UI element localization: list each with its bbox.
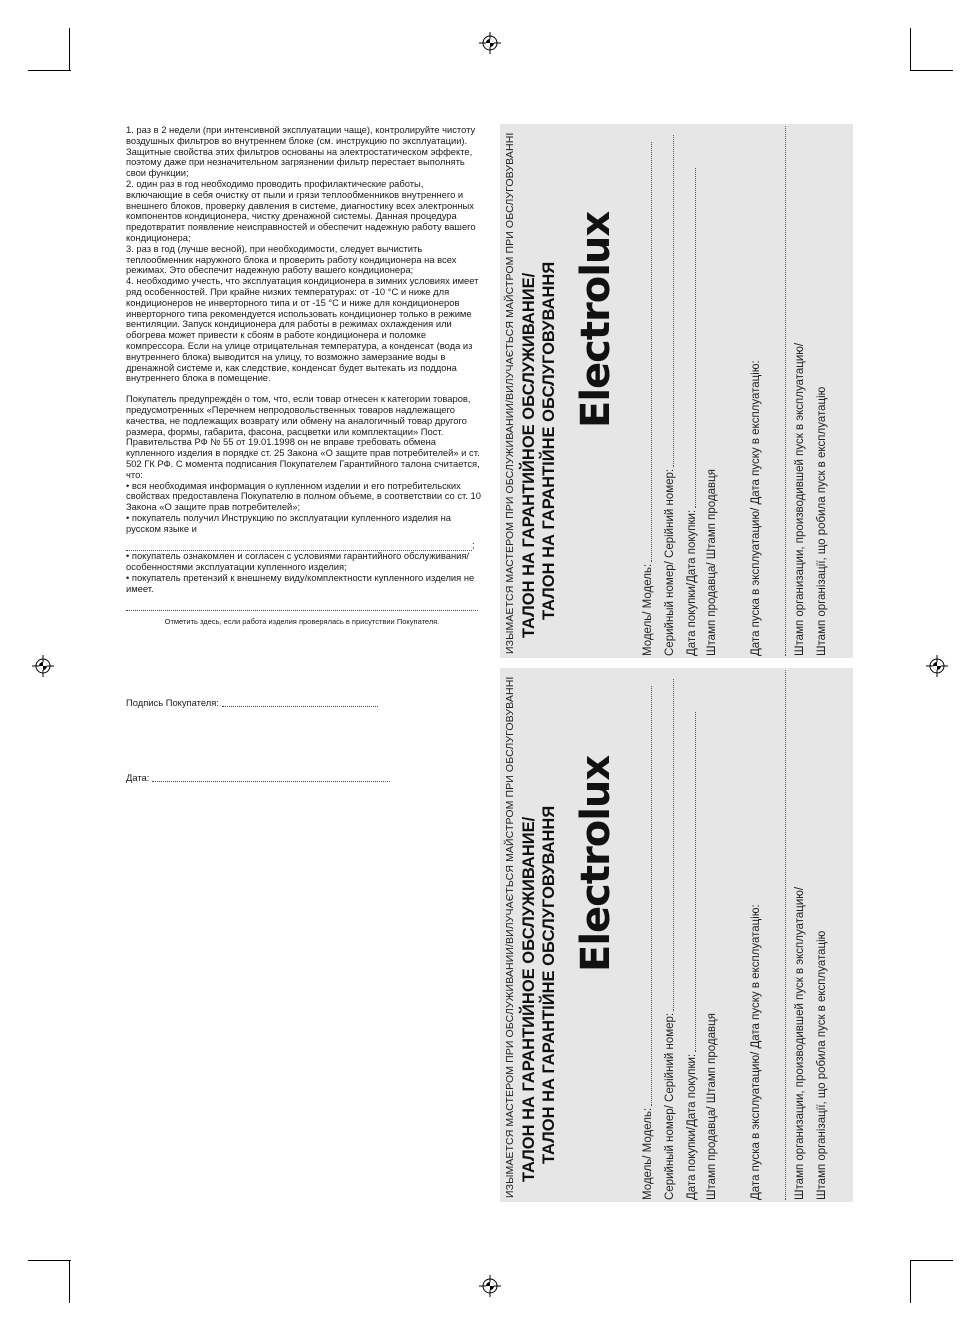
signature-field[interactable]: [222, 706, 378, 707]
signature-label: Подпись Покупателя:: [126, 697, 219, 709]
launch-date-label: Дата пуска в эксплуатацию/ Дата пуску в експлуатацію:: [750, 360, 762, 656]
serial-row: [664, 679, 676, 1200]
crop-mark: [69, 28, 70, 71]
registration-mark-icon: [479, 32, 501, 54]
crop-mark: [910, 28, 911, 71]
check-blank-line: [126, 602, 478, 611]
purchase-date-label: Дата покупки/Дата покупки:: [686, 1053, 698, 1200]
seller-stamp-row: [706, 1013, 718, 1200]
serial-label: Серийный номер/ Серійний номер:: [664, 1012, 676, 1200]
consumer-bullet-3: • покупатель ознакомлен и согласен с условиями гарантийного обслуживания/особенностями эксплуатации купленного изделия;: [126, 550, 470, 573]
seller-stamp-label: Штамп продавца/ Штамп продавця: [706, 1013, 718, 1200]
crop-mark: [910, 1260, 911, 1303]
warranty-coupon: [500, 124, 853, 658]
serial-row: [664, 135, 676, 656]
registration-mark-icon: [32, 655, 54, 677]
org-stamp-row: [794, 343, 806, 656]
signature-row: [126, 698, 482, 709]
coupon-title-ru: ТАЛОН НА ГАРАНТИЙНОЕ ОБСЛУЖИВАНИЕ/: [520, 816, 538, 1182]
maintenance-item-3: 3. раз в год (лучше весной), при необходимости, следует вычистить теплообменник наружного блока и проверить работу кондиционера на всех режимах. Это обеспечит надежную работу вашего кондиционера;: [126, 242, 457, 276]
consumer-bullet-4: • покупатель претензий к внешнему виду/комплектности купленного изделия не имеет.: [126, 571, 475, 594]
purchase-date-row: [686, 712, 698, 1200]
org-stamp-row-ua: [816, 387, 828, 656]
electrolux-logo: [570, 755, 622, 982]
org-stamp-row-ua: [816, 931, 828, 1200]
launch-date-line: [785, 670, 786, 1200]
maintenance-item-4: 4. необходимо учесть, что эксплуатация кондиционера в зимних условиях имеет ряд особенностей. При крайне низких температурах: от -10 °С и ниже для кондиционеров не инверторного типа и от -15 °С и ниже для кондиционеров инверторного типа рекомендуется использовать кондиционер только в режиме вентиляции. Запуск кондиционера для работы в режимах охлаждения или обогрева может привести к сбоям в работе кондиционера и поломке компрессора. Если на улице отрицательная температура, а конденсат (вода из внутреннего блока) выводится на улицу, то возможно замерзание воды в дренажной системе и, как следствие, конденсат будет вытекать из поддона внутреннего блока в помещение.: [126, 275, 479, 384]
serial-label: Серийный номер/ Серійний номер:: [664, 468, 676, 656]
serial-field[interactable]: [672, 135, 674, 467]
model-field[interactable]: [650, 686, 652, 1106]
consumer-paragraph: Покупатель предупреждён о том, что, если товар отнесен к категории товаров, предусмотренных «Перечнем непродовольственных товаров надлежащего качества, не подлежащих возврату или обмену на аналогичный товар другого размера, формы, габарита, фасона, расцветки или комплектации» Пост. Правительства РФ № 55 от 19.01.1998 он не вправе требовать обмена купленного изделия в порядке ст. 25 Закона «О защите прав потребителей» и ст. 502 ГК РФ. С момента подписания Покупателем Гарантийного талона считается, что:: [126, 393, 480, 480]
crop-mark: [28, 70, 71, 71]
warranty-coupon: [500, 668, 853, 1202]
org-stamp-label-ru: Штамп организации, производившей пуск в эксплуатацию/: [794, 886, 806, 1200]
date-row: [126, 773, 482, 784]
consumer-bullet-1: • вся необходимая информация о купленном изделии и его потребительских свойствах предоставлена Покупателю в полном объеме, в соответствии со ст. 10 Закона «О защите прав потребителей»;: [126, 479, 481, 513]
coupon-title-ua: ТАЛОН НА ГАРАНТІЙНЕ ОБСЛУГОВУВАННЯ: [540, 261, 558, 620]
seller-stamp-row: [706, 469, 718, 656]
org-stamp-label-ua: Штамп організації, що робила пуск в експлуатацію: [816, 930, 828, 1200]
crop-mark: [910, 1260, 953, 1261]
purchase-date-field[interactable]: [694, 168, 696, 508]
electrolux-logo: [570, 211, 622, 438]
crop-mark: [910, 70, 953, 71]
maintenance-item-2: 2. один раз в год необходимо проводить профилактические работы, включающие в себя очистку от пыли и грязи теплообменников внутреннего и внешнего блоков, проверку давления в системе, диагностику всех электронных компонентов кондиционера, чистку дренажной системы. Данная процедура предотвратит появление неисправностей и обеспечит надежную работу вашего кондиционера;: [126, 177, 476, 243]
semicolon: ;: [472, 539, 475, 551]
model-row: [642, 142, 654, 656]
terms-column: [126, 125, 482, 784]
org-stamp-label-ru: Штамп организации, производившей пуск в эксплуатацию/: [794, 342, 806, 656]
crop-mark: [28, 1260, 71, 1261]
purchase-date-row: [686, 168, 698, 656]
launch-date-row: [750, 360, 762, 656]
crop-mark: [69, 1260, 70, 1303]
model-field[interactable]: [650, 142, 652, 562]
consumer-bullet-2: • покупатель получил Инструкцию по эксплуатации купленного изделия на русском языке и: [126, 511, 451, 534]
org-stamp-row: [794, 887, 806, 1200]
maintenance-item-1: 1. раз в 2 недели (при интенсивной эксплуатации чаще), контролируйте чистоту воздушных фильтров во внутреннем блоке (см. инструкцию по эксплуатации).: [126, 124, 476, 146]
launch-date-line: [785, 126, 786, 656]
model-label: Модель/ Модель:: [642, 1107, 654, 1200]
serial-field[interactable]: [672, 679, 674, 1011]
launch-date-label: Дата пуска в эксплуатацию/ Дата пуску в експлуатацію:: [750, 904, 762, 1200]
date-label: Дата:: [126, 772, 150, 784]
brand-name: Electrolux: [573, 211, 619, 428]
coupon-title-ua: ТАЛОН НА ГАРАНТІЙНЕ ОБСЛУГОВУВАННЯ: [540, 805, 558, 1164]
model-row: [642, 686, 654, 1200]
registration-mark-icon: [926, 655, 948, 677]
coupon-remove-note: ИЗЫМАЕТСЯ МАСТЕРОМ ПРИ ОБСЛУЖИВАНИИ/ВИЛУЧАЄТЬСЯ МАЙСТРОМ ПРИ ОБСЛУГОВУВАННІ: [504, 676, 516, 1198]
seller-stamp-label: Штамп продавца/ Штамп продавця: [706, 469, 718, 656]
brand-name: Electrolux: [573, 755, 619, 972]
coupon-remove-note: ИЗЫМАЕТСЯ МАСТЕРОМ ПРИ ОБСЛУЖИВАНИИ/ВИЛУЧАЄТЬСЯ МАЙСТРОМ ПРИ ОБСЛУГОВУВАННІ: [504, 132, 516, 654]
filter-note: Защитные свойства этих фильтров основаны на электростатическом эффекте, поэтому даже при незначительном загрязнении фильтр перестает выполнять свои функции;: [126, 145, 473, 179]
purchase-date-label: Дата покупки/Дата покупки:: [686, 509, 698, 656]
purchase-date-field[interactable]: [694, 712, 696, 1052]
model-label: Модель/ Модель:: [642, 563, 654, 656]
launch-date-row: [750, 904, 762, 1200]
registration-mark-icon: [479, 1275, 501, 1297]
date-field[interactable]: [152, 781, 390, 782]
org-stamp-label-ua: Штамп організації, що робила пуск в експлуатацію: [816, 386, 828, 656]
coupon-title-ru: ТАЛОН НА ГАРАНТИЙНОЕ ОБСЛУЖИВАНИЕ/: [520, 272, 538, 638]
check-note: Отметить здесь, если работа изделия проверялась в присутствии Покупателя.: [164, 617, 440, 627]
